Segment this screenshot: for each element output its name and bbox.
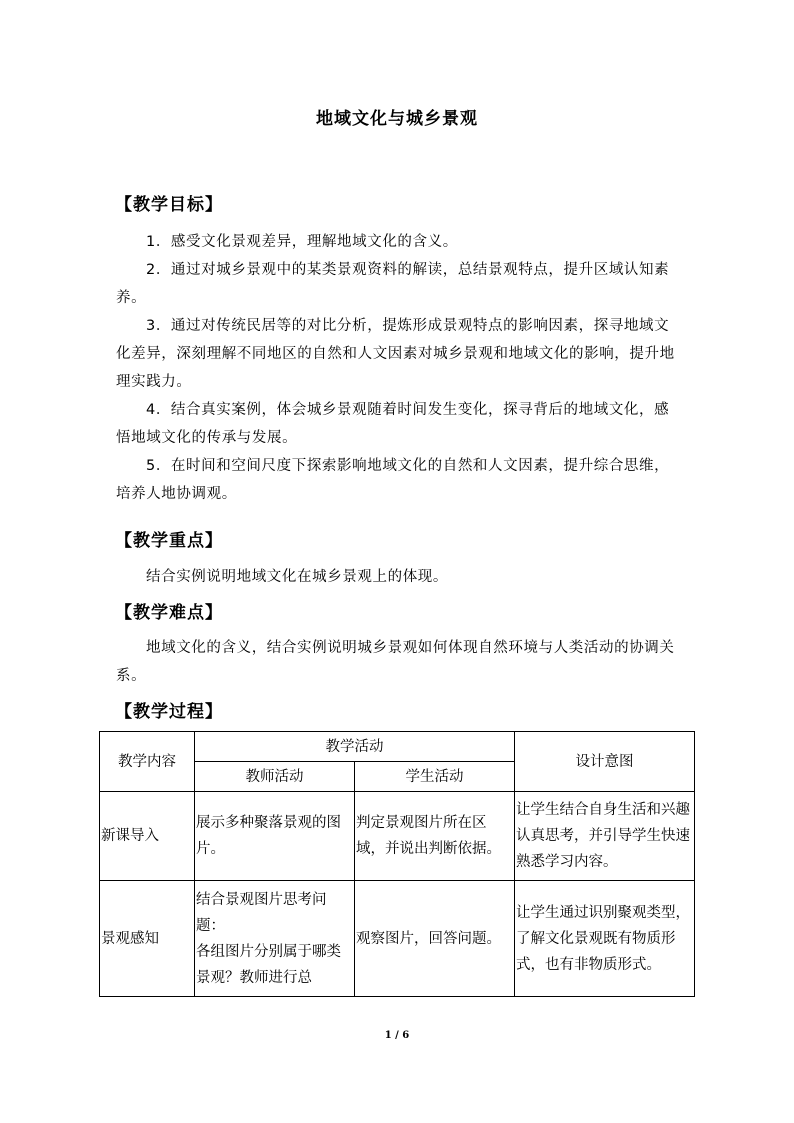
row-1-student: 判定景观图片所在区域，并说出判断依据。 [355, 792, 515, 881]
row-1-intent: 让学生结合自身生活和兴趣认真思考，并引导学生快速熟悉学习内容。 [515, 792, 695, 881]
key-points-text: 结合实例说明地域文化在城乡景观上的体现。 [146, 569, 448, 585]
page-number: 1 / 6 [384, 1030, 410, 1041]
table-header-row [100, 732, 695, 762]
header-activities: 教学活动 [195, 732, 515, 762]
header-intent: 设计意图 [515, 732, 695, 792]
goal-item-1: 1．感受文化景观差异，理解地域文化的含义。 [146, 234, 458, 250]
table-row [100, 881, 695, 997]
header-teacher: 教师活动 [195, 762, 355, 792]
goals-heading: 【教学目标】 [115, 195, 223, 215]
difficulties-text: 地域文化的含义，结合实例说明城乡景观如何体现自然环境与人类活动的协调关系。 [116, 640, 675, 684]
goals-list [116, 228, 682, 508]
goal-item-5: 5．在时间和空间尺度下探索影响地域文化的自然和人文因素，提升综合思维，培养人地协调观。 [116, 458, 670, 502]
goal-item-3: 3．通过对传统民居等的对比分析，提炼形成景观特点的影响因素，探寻地域文化差异，深刻理解不同地区的自然和人文因素对城乡景观和地域文化的影响，提升地理实践力。 [116, 318, 675, 390]
row-2-intent: 让学生通过识别聚观类型，了解文化景观既有物质形式，也有非物质形式。 [515, 881, 695, 997]
goal-item-2: 2．通过对城乡景观中的某类景观资料的解读，总结景观特点，提升区域认知素养。 [116, 262, 670, 306]
row-2-teacher: 结合景观图片思考问题： 各组图片分别属于哪类景观？教师进行总 [195, 881, 355, 997]
document-title: 地域文化与城乡景观 [316, 109, 478, 129]
goal-item-4: 4．结合真实案例，体会城乡景观随着时间发生变化，探寻背后的地域文化，感悟地域文化的传承与发展。 [116, 402, 670, 446]
header-content: 教学内容 [100, 732, 195, 792]
difficulties-heading: 【教学难点】 [115, 603, 223, 623]
header-student: 学生活动 [355, 762, 515, 792]
row-2-content: 景观感知 [100, 881, 195, 997]
row-2-student: 观察图片，回答问题。 [355, 881, 515, 997]
table-row [100, 792, 695, 881]
row-1-teacher: 展示多种聚落景观的图片。 [195, 792, 355, 881]
key-points-heading: 【教学重点】 [115, 531, 223, 551]
row-1-content: 新课导入 [100, 792, 195, 881]
teaching-process-table [99, 731, 695, 997]
process-heading: 【教学过程】 [115, 702, 223, 722]
